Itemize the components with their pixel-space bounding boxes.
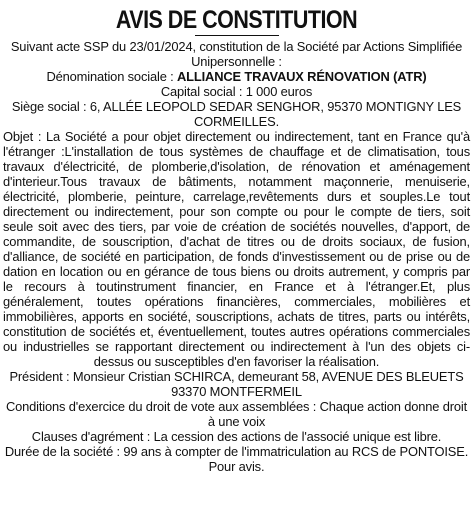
siege-paragraph: Siège social : 6, ALLÉE LEOPOLD SEDAR SENGHOR, 95370 MONTIGNY LES CORMEILLES.	[11, 99, 462, 129]
objet-paragraph: Objet : La Société a pour objet directement ou indirectement, tant en France qu'à l'étranger :L'installation de tous systèmes de chauffage et de climatisation, tous travaux d'électricité, de plomberie,d'isolation, de rénovation et aménagement d'interieur.Tous travaux de bâtiments, notamment maçonnerie, menuiserie, électricité, plomberie, peinture, carrelage,revêtements durs et souples.Le tout directement ou indirectement, pour son compte ou pour le compte de tiers, soit seule soit avec des tiers, par voie de création de sociétés nouvelles, d'apport, de commandite, de souscription, d'achat de titres ou de droits sociaux, de fusion, d'alliance, de société en participation, de fonds d'investissement ou de prise ou de dation en location ou en gérance de tous biens ou droits autrement, y compris par le recours à toutinstrument financier, en France et à l'étranger.Et, plus généralement, toutes opérations financières, commerciales, mobilières et immobilières, apports en société, souscriptions, achats de titres, parts ou intérêts, constitution de sociétés et, éventuellement, toutes autres opérations commerciales ou industrielles se rapportant directement ou indirectement à l'un des objets ci-dessus ou susceptibles d'en favoriser la réalisation.	[3, 129, 470, 369]
denomination-label: Dénomination sociale :	[46, 69, 178, 84]
intro-paragraph: Suivant acte SSP du 23/01/2024, constitution de la Société par Actions Simplifiée Unipersonnelle :	[10, 39, 463, 69]
president-paragraph: Président : Monsieur Cristian SCHIRCA, demeurant 58, AVENUE DES BLEUETS 93370 MONTFERMEIL	[9, 369, 464, 399]
signature-paragraph: Pour avis.	[208, 459, 265, 474]
capital-paragraph: Capital social : 1 000 euros	[160, 84, 313, 99]
notice-body	[3, 39, 470, 474]
agrement-paragraph: Clauses d'agrément : La cession des actions de l'associé unique est libre.	[31, 429, 442, 444]
title-underline	[195, 35, 279, 36]
notice-title: AVIS DE CONSTITUTION	[115, 6, 358, 34]
conditions-paragraph: Conditions d'exercice du droit de vote aux assemblées : Chaque action donne droit à une voix	[5, 399, 468, 429]
denomination-paragraph	[3, 69, 470, 84]
denomination-value: ALLIANCE TRAVAUX RÉNOVATION (ATR)	[177, 69, 427, 84]
duree-paragraph: Durée de la société : 99 ans à compter de l'immatriculation au RCS de PONTOISE.	[4, 444, 469, 459]
